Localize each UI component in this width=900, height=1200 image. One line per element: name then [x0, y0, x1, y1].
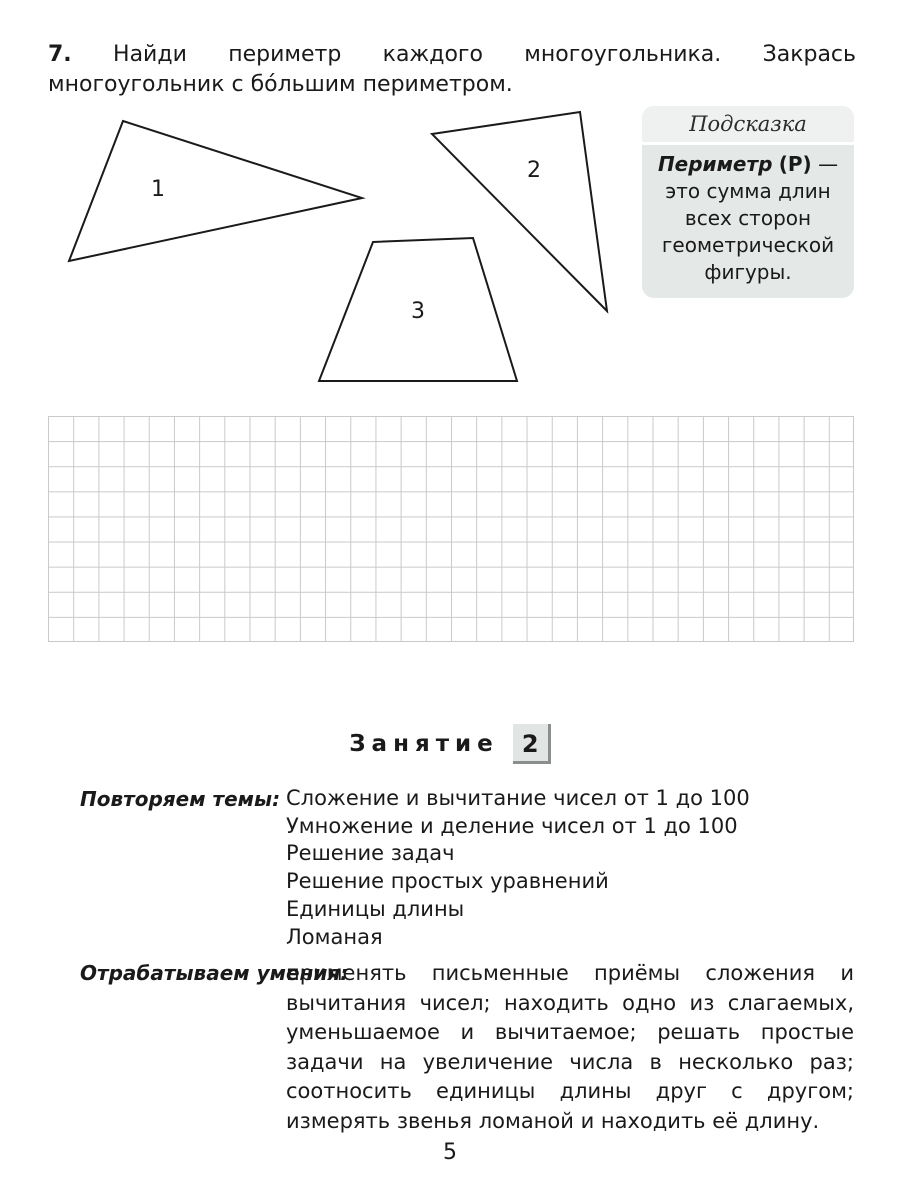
topic-item: Единицы длины [286, 896, 465, 921]
hint-title: Подсказка [642, 106, 854, 145]
topic-item: Решение простых уравнений [286, 869, 609, 894]
topic-item: Ломаная [286, 924, 383, 949]
topic-item: Решение задач [286, 841, 455, 866]
answer-grid[interactable] [48, 416, 854, 642]
hint-term: Периметр [657, 152, 773, 176]
lesson-header [0, 722, 900, 766]
hint-term-symbol: (Р) [778, 152, 812, 176]
polygon-3-label: 3 [411, 299, 425, 324]
polygon-1-label: 1 [151, 177, 165, 202]
topic-item: Умножение и деление чисел от 1 до 100 [286, 813, 738, 838]
skills-label: Отрабатываем умения: [80, 961, 349, 985]
hint-box [642, 106, 854, 298]
lesson-title: Занятие [349, 731, 499, 757]
topics-label: Повторяем темы: [80, 787, 281, 811]
task-statement: Найди периметр каждого многоугольника. Закрась многоугольник с бо́льшим периметром. [48, 42, 856, 97]
page-number: 5 [443, 1140, 457, 1165]
polygon-1 [69, 121, 362, 261]
topic-item: Сложение и вычитание чисел от 1 до 100 [286, 786, 750, 810]
topics-list [286, 785, 750, 951]
polygon-2-label: 2 [527, 158, 541, 183]
hint-body [642, 145, 854, 286]
hint-definition: — это сумма длин всех сторон геометрической фигуры. [661, 152, 839, 284]
lesson-number-badge: 2 [513, 724, 551, 764]
task-number: 7. [48, 42, 72, 67]
skills-text: применять письменные приёмы сложения и вычитания чисел; находить одно из слагаемых, уменьшаемое и вычитаемое; решать простые задачи на увеличение числа в несколько раз; соотносить единицы длины друг с другом; измерять звенья ломаной и находить её длину. [286, 961, 854, 1133]
